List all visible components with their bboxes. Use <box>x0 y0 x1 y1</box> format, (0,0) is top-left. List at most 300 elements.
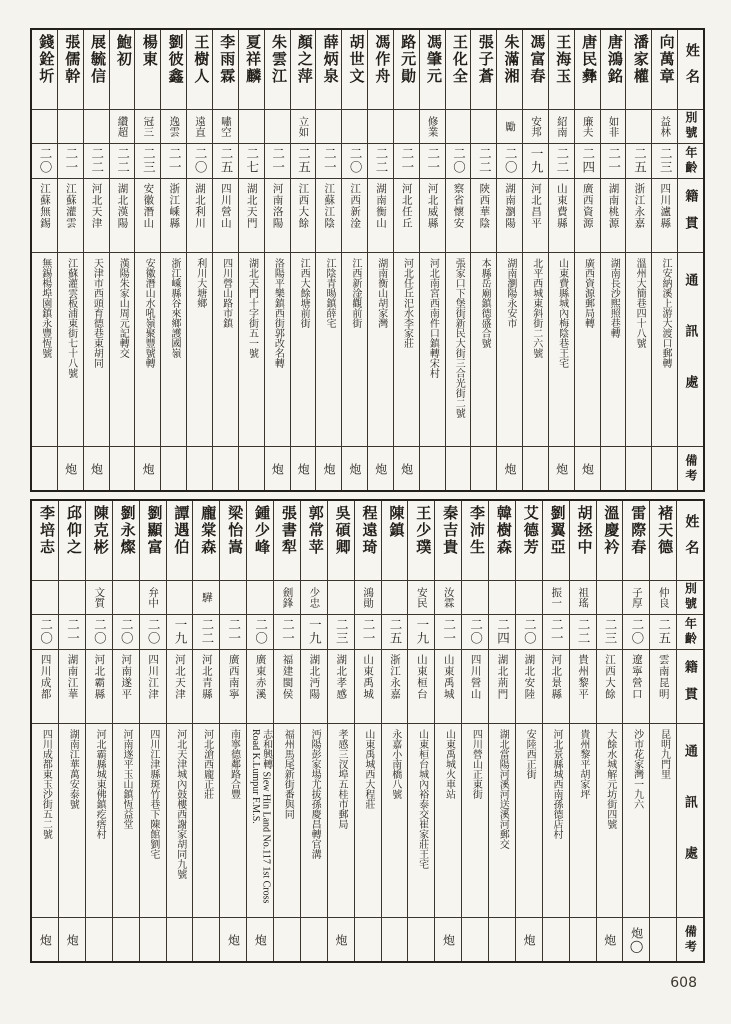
value-origin: 河北天津 <box>173 654 185 701</box>
person-column <box>32 30 57 490</box>
person-age <box>342 144 367 180</box>
page-number: 608 <box>670 975 697 991</box>
person-name <box>368 30 393 110</box>
person-age <box>408 615 434 651</box>
value-age: 二一 <box>425 147 440 175</box>
person-remark <box>316 447 341 490</box>
person-age <box>265 144 290 180</box>
value-origin: 四川瀘縣 <box>659 183 671 230</box>
person-alias <box>213 110 238 144</box>
value-origin: 河北景縣 <box>550 654 562 701</box>
value-address: 天津市西頭育德巷東胡同 <box>91 258 103 369</box>
value-age: 二〇 <box>503 147 518 175</box>
person-alias <box>420 110 445 144</box>
value-age: 二〇 <box>253 618 268 646</box>
person-age <box>597 615 623 651</box>
value-name: 夏祥麟 <box>244 34 261 85</box>
person-remark <box>328 918 354 961</box>
person-name <box>570 501 596 581</box>
value-remark: 炮 <box>580 462 595 475</box>
value-alias: 安邦 <box>530 115 542 137</box>
person-name <box>265 30 290 110</box>
person-name <box>59 501 85 581</box>
header-label-age: 年齡 <box>683 145 698 176</box>
person-column <box>622 501 649 961</box>
person-age <box>394 144 419 180</box>
value-name: 郭常苹 <box>306 505 323 556</box>
person-address <box>193 724 219 918</box>
person-origin <box>497 179 522 253</box>
value-name: 艾德芳 <box>521 505 538 556</box>
person-age <box>575 144 600 180</box>
value-alias: 嘯空 <box>219 115 231 137</box>
person-column <box>419 30 445 490</box>
value-address: 湖南衡山胡家灣 <box>375 258 387 329</box>
value-origin: 河南遂平 <box>120 654 132 701</box>
value-name: 胡拯中 <box>575 505 592 556</box>
person-alias <box>652 110 677 144</box>
person-remark <box>489 918 515 961</box>
value-address: 山東費縣城內梅陰巷王宅 <box>556 258 568 369</box>
person-column <box>290 30 316 490</box>
person-alias <box>575 110 600 144</box>
person-origin <box>113 650 139 724</box>
person-address <box>355 724 381 918</box>
value-address: 沔陽彭家場尤拔孫慶昌轉官溝 <box>309 729 321 860</box>
person-address <box>140 724 166 918</box>
value-address: 江西新淦觀前街 <box>349 258 361 329</box>
value-name: 張書犁 <box>279 505 296 556</box>
person-address <box>161 253 186 447</box>
value-origin: 察省懷安 <box>452 183 464 230</box>
person-column <box>596 501 623 961</box>
person-origin <box>213 179 238 253</box>
column-header-origin <box>677 650 703 724</box>
person-alias <box>291 110 316 144</box>
value-address: 浙江嵊縣谷來鄉護國嶺 <box>168 258 180 359</box>
person-alias <box>265 110 290 144</box>
person-column <box>367 30 393 490</box>
value-address: 洛陽平樂鎮西街郭改名轉 <box>272 258 284 369</box>
value-name: 張子蒼 <box>476 34 493 85</box>
value-address: 湖北天門十字街五一號 <box>246 258 258 359</box>
value-age: 二〇 <box>38 147 53 175</box>
person-alias <box>113 581 139 615</box>
person-name <box>301 501 327 581</box>
person-address <box>274 724 300 918</box>
header-label-address: 通訊處 <box>683 273 699 427</box>
person-origin <box>549 179 574 253</box>
person-address <box>59 724 85 918</box>
value-origin: 江蘇無錫 <box>38 183 50 230</box>
value-age: 二三 <box>603 618 617 646</box>
value-age: 二一 <box>65 618 80 646</box>
value-alias: 安民 <box>415 586 427 608</box>
person-address <box>489 724 515 918</box>
column-header-address <box>677 724 703 918</box>
person-name <box>316 30 341 110</box>
value-age: 二一 <box>322 147 337 175</box>
value-origin: 湖南衡山 <box>374 183 386 230</box>
person-name <box>497 30 522 110</box>
person-origin <box>193 650 219 724</box>
person-remark <box>623 918 649 961</box>
person-remark <box>471 447 496 490</box>
column-header-age <box>677 615 703 651</box>
person-address <box>597 724 623 918</box>
person-column <box>434 501 461 961</box>
person-address <box>301 724 327 918</box>
person-alias <box>274 581 300 615</box>
person-age <box>187 144 212 180</box>
person-column <box>407 501 434 961</box>
person-alias <box>220 581 246 615</box>
person-name <box>408 501 434 581</box>
person-remark <box>497 447 522 490</box>
value-remark: 炮 <box>399 462 414 475</box>
value-name: 劉翼亞 <box>548 505 565 556</box>
value-remark: 炮 <box>141 462 156 475</box>
person-remark <box>135 447 160 490</box>
value-name: 張儒幹 <box>63 34 80 85</box>
value-alias: 廉夫 <box>581 115 593 137</box>
value-name: 李雨霖 <box>218 34 235 85</box>
value-remark: 炮 <box>373 462 388 475</box>
header-label-alias: 別號 <box>683 111 698 142</box>
value-origin: 山東禹城 <box>362 654 374 701</box>
person-name <box>420 30 445 110</box>
person-remark <box>570 918 596 961</box>
value-address: 北平西城東斜街二六號 <box>530 258 542 359</box>
value-age: 二一 <box>167 147 182 175</box>
value-alias: 劍鋒 <box>281 586 293 608</box>
person-column <box>160 30 186 490</box>
value-origin: 江西新淦 <box>349 183 361 230</box>
value-name: 秦吉貴 <box>441 505 458 556</box>
person-column <box>461 501 488 961</box>
value-address: 大餘水城解元坊街四號 <box>604 729 616 830</box>
person-origin <box>368 179 393 253</box>
value-remark: 炮 <box>322 462 337 475</box>
person-alias <box>59 581 85 615</box>
person-alias <box>523 110 548 144</box>
value-name: 程遠琦 <box>360 505 377 556</box>
person-origin <box>652 179 677 253</box>
person-column <box>134 30 160 490</box>
person-alias <box>110 110 135 144</box>
person-column <box>488 501 515 961</box>
value-address: 安陸西正街 <box>524 729 536 780</box>
value-remark: 炮 <box>63 462 78 475</box>
value-alias: 仲良 <box>657 586 669 608</box>
value-age: 一九 <box>529 147 544 175</box>
person-origin <box>570 650 596 724</box>
value-origin: 江蘇灌雲 <box>64 183 76 230</box>
person-alias <box>623 581 649 615</box>
person-column <box>315 30 341 490</box>
person-origin <box>316 179 341 253</box>
person-address <box>265 253 290 447</box>
column-header-remark <box>678 447 703 490</box>
person-origin <box>420 179 445 253</box>
person-alias <box>570 581 596 615</box>
person-name <box>623 501 649 581</box>
value-address: 廣西資源郵局轉 <box>582 258 594 329</box>
value-address: 湖南長沙熙照巷轉 <box>608 258 620 339</box>
value-origin: 江蘇江陰 <box>323 183 335 230</box>
header-label-remark: 備考 <box>683 924 698 955</box>
person-column <box>264 30 290 490</box>
person-column <box>651 30 677 490</box>
person-age <box>652 144 677 180</box>
person-name <box>140 501 166 581</box>
value-name: 龐棠森 <box>199 505 216 556</box>
person-origin <box>523 179 548 253</box>
value-address: 孝感三汊埠五桂市郵局 <box>335 729 347 830</box>
person-origin <box>471 179 496 253</box>
person-remark <box>274 918 300 961</box>
value-origin: 山東費縣 <box>555 183 567 230</box>
person-address <box>187 253 212 447</box>
value-age: 二〇 <box>193 147 208 175</box>
person-age <box>543 615 569 651</box>
value-address: 河北南宮西南件口鎮轉宋村 <box>427 258 439 379</box>
person-alias <box>382 581 408 615</box>
person-address <box>239 253 264 447</box>
person-origin <box>140 650 166 724</box>
person-origin <box>489 650 515 724</box>
value-remark: 炮 <box>226 933 241 946</box>
person-remark <box>140 918 166 961</box>
person-name <box>220 501 246 581</box>
person-name <box>597 501 623 581</box>
person-remark <box>601 447 626 490</box>
value-age: 二五 <box>632 147 647 175</box>
value-remark: 炮 <box>347 462 362 475</box>
value-age: 二三 <box>334 618 349 646</box>
person-column <box>515 501 542 961</box>
value-address: 四川營山正東街 <box>470 729 482 800</box>
person-address <box>58 253 83 447</box>
person-alias <box>497 110 522 144</box>
person-column <box>341 30 367 490</box>
person-remark <box>220 918 246 961</box>
value-origin: 湖北安陸 <box>523 654 535 701</box>
person-remark <box>626 447 651 490</box>
value-name: 朱滿湘 <box>502 34 519 85</box>
person-column <box>109 30 135 490</box>
value-address: 四川江津縣斑竹巷下陳館劉宅 <box>147 729 159 860</box>
person-column <box>548 30 574 490</box>
value-origin: 四川營山 <box>219 183 231 230</box>
value-name: 朱雲江 <box>269 34 286 85</box>
person-alias <box>193 581 219 615</box>
value-remark: 炮 <box>296 462 311 475</box>
person-address <box>247 724 273 918</box>
person-age <box>626 144 651 180</box>
person-age <box>247 615 273 651</box>
person-origin <box>342 179 367 253</box>
person-name <box>274 501 300 581</box>
value-alias: 勵 <box>504 120 516 132</box>
value-age: 二四 <box>580 147 595 175</box>
value-address: 湖南江華萬安泰號 <box>67 729 79 810</box>
value-name: 雷際春 <box>629 505 646 556</box>
person-alias <box>84 110 109 144</box>
person-column <box>83 30 109 490</box>
value-origin: 河北霸縣 <box>93 654 105 701</box>
person-remark <box>549 447 574 490</box>
value-address: 安徽潛山水吼嶺聚豐號轉 <box>143 258 155 369</box>
person-remark <box>110 447 135 490</box>
person-alias <box>32 581 58 615</box>
value-name: 梁怡嵩 <box>226 505 243 556</box>
header-label-name: 姓名 <box>683 514 699 567</box>
person-address <box>549 253 574 447</box>
person-alias <box>489 581 515 615</box>
value-name: 楊東 <box>140 34 157 68</box>
person-age <box>435 615 461 651</box>
value-age: 二一 <box>361 618 376 646</box>
value-origin: 浙江永嘉 <box>633 183 645 230</box>
value-alias: 文質 <box>93 586 105 608</box>
person-age <box>135 144 160 180</box>
person-remark <box>420 447 445 490</box>
person-age <box>113 615 139 651</box>
person-address <box>516 724 542 918</box>
person-remark <box>446 447 471 490</box>
person-address <box>382 724 408 918</box>
value-age: 二五 <box>296 147 311 175</box>
value-origin: 山東桓台 <box>415 654 427 701</box>
person-origin <box>355 650 381 724</box>
person-column <box>354 501 381 961</box>
person-remark <box>382 918 408 961</box>
person-name <box>575 30 600 110</box>
value-address: 溫州大簡巷四十八號 <box>634 258 646 349</box>
value-remark: 炮 <box>333 933 348 946</box>
value-age: 二〇 <box>38 618 53 646</box>
value-age: 二五 <box>656 618 671 646</box>
person-remark <box>32 918 58 961</box>
value-name: 潘家權 <box>631 34 648 85</box>
person-alias <box>597 581 623 615</box>
person-column <box>381 501 408 961</box>
value-age: 二〇 <box>92 618 107 646</box>
person-name <box>167 501 193 581</box>
value-origin: 湖北漢陽 <box>116 183 128 230</box>
person-origin <box>597 650 623 724</box>
value-address: 福州馬尾新街番與同 <box>282 729 294 820</box>
value-address: 志和興轉 Siew Hin Land No.117 1st Cross Road K.Lumpur F.M.S. <box>250 729 272 904</box>
value-origin: 河北天津 <box>90 183 102 230</box>
person-origin <box>84 179 109 253</box>
person-name <box>549 30 574 110</box>
person-remark <box>291 447 316 490</box>
value-origin: 湖北孝感 <box>335 654 347 701</box>
person-age <box>570 615 596 651</box>
person-age <box>167 615 193 651</box>
person-address <box>543 724 569 918</box>
person-address <box>113 724 139 918</box>
person-remark <box>213 447 238 490</box>
value-name: 鮑初 <box>114 34 131 68</box>
person-address <box>626 253 651 447</box>
person-name <box>382 501 408 581</box>
value-name: 王化全 <box>450 34 467 85</box>
value-remark: 炮 <box>38 933 53 946</box>
person-address <box>32 253 57 447</box>
person-origin <box>247 650 273 724</box>
value-name: 劉顯富 <box>145 505 162 556</box>
value-origin: 雲南昆明 <box>657 654 669 701</box>
value-remark: 炮◯ <box>629 926 644 953</box>
value-origin: 浙江永嘉 <box>388 654 400 701</box>
value-age: 二一 <box>441 618 456 646</box>
person-age <box>86 615 112 651</box>
directory-table-bottom <box>30 499 705 963</box>
person-origin <box>274 650 300 724</box>
person-remark <box>575 447 600 490</box>
person-alias <box>342 110 367 144</box>
person-name <box>291 30 316 110</box>
person-address <box>471 253 496 447</box>
person-name <box>32 501 58 581</box>
person-remark <box>193 918 219 961</box>
person-alias <box>247 581 273 615</box>
value-age: 二一 <box>399 147 414 175</box>
person-column <box>192 501 219 961</box>
value-origin: 陝西華陰 <box>478 183 490 230</box>
person-age <box>497 144 522 180</box>
value-address: 貴州黎平胡家坪 <box>577 729 589 800</box>
value-age: 二五 <box>388 618 402 646</box>
person-column <box>470 30 496 490</box>
value-origin: 四川成都 <box>39 654 51 701</box>
value-address: 湖南瀏陽永安市 <box>504 258 516 329</box>
person-origin <box>382 650 408 724</box>
value-address: 本縣岳廟鎮德盛合號 <box>479 258 491 349</box>
value-address: 山東桓台城內裕泰交崔家莊王宅 <box>416 729 428 870</box>
header-label-remark: 備考 <box>683 453 698 484</box>
value-age: 二三 <box>141 147 156 175</box>
person-alias <box>167 581 193 615</box>
column-header-age <box>678 144 703 180</box>
column-header-alias <box>677 581 703 615</box>
value-alias: 遠直 <box>194 115 206 137</box>
person-age <box>291 144 316 180</box>
person-name <box>516 501 542 581</box>
person-remark <box>523 447 548 490</box>
person-column <box>32 501 58 961</box>
person-age <box>489 615 515 651</box>
person-name <box>193 501 219 581</box>
value-address: 江陰青暘鎮薛宅 <box>324 258 336 329</box>
value-name: 唐鴻銘 <box>605 34 622 85</box>
value-name: 吳碩卿 <box>333 505 350 556</box>
person-age <box>316 144 341 180</box>
value-origin: 廣東赤溪 <box>254 654 266 701</box>
column-header-address <box>678 253 703 447</box>
person-name <box>239 30 264 110</box>
person-alias <box>140 581 166 615</box>
person-age <box>59 615 85 651</box>
person-origin <box>650 650 676 724</box>
value-origin: 山東禹城 <box>442 654 454 701</box>
value-address: 河北天津城內鼓樓西謝家胡同九號 <box>174 729 186 880</box>
person-remark <box>597 918 623 961</box>
person-origin <box>462 650 488 724</box>
